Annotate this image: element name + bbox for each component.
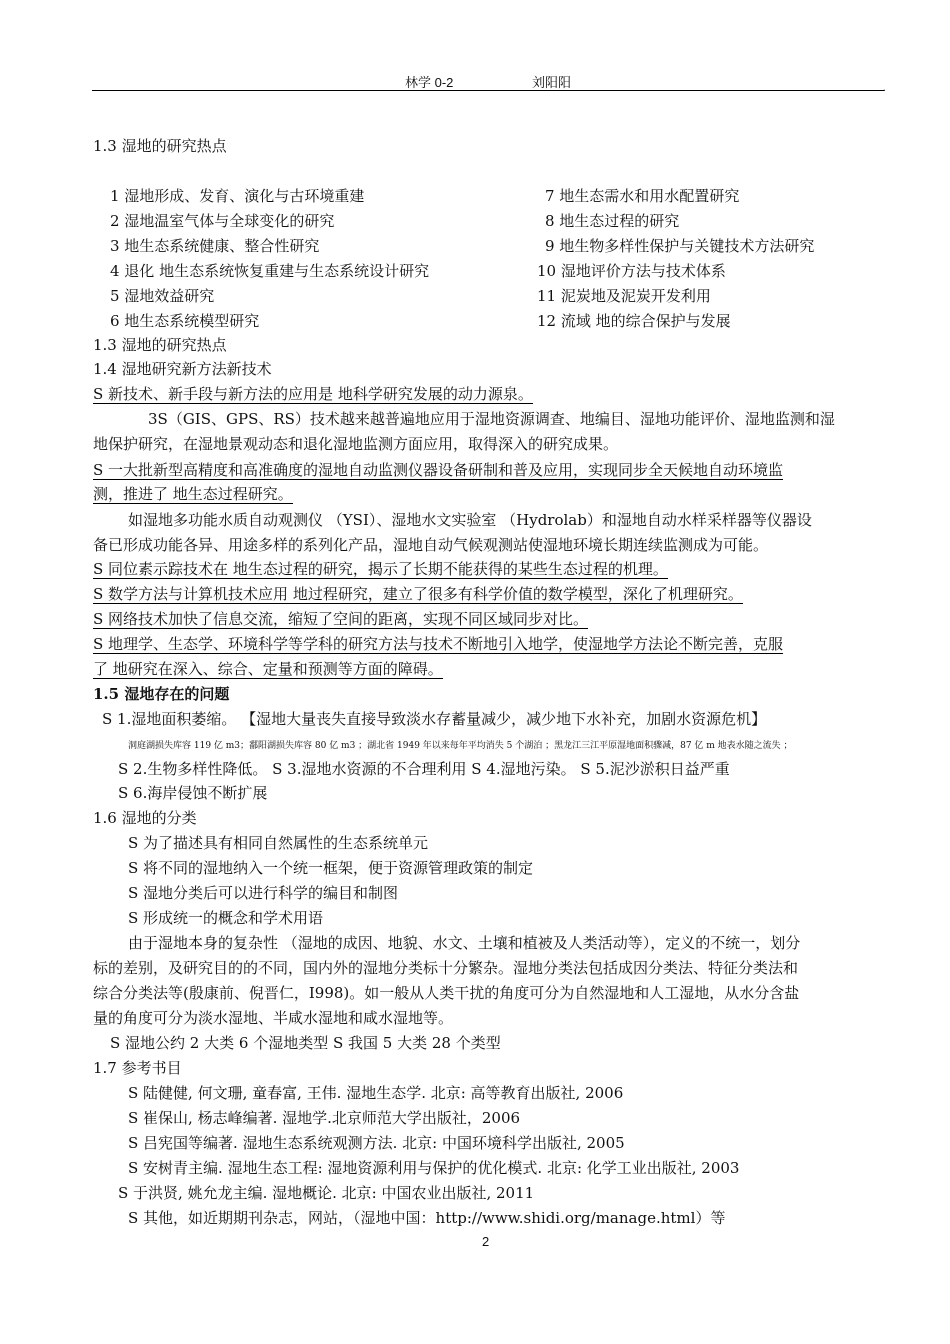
sec14-line: S 同位素示踪技术在 地生态过程的研究，揭示了长期不能获得的某些生态过程的机理。 bbox=[93, 560, 668, 578]
sec14-line: S 地理学、生态学、环境科学等学科的研究方法与技术不断地引入地学，使湿地学方法论不断完善，克服 bbox=[93, 635, 784, 653]
reference-item: S 陆健健, 何文珊, 童春富, 王伟. 湿地生态学. 北京: 高等教育出版社, 2006 bbox=[128, 1084, 624, 1102]
sec14-line: S 新技术、新手段与新方法的应用是 地科学研究发展的动力源泉。 bbox=[93, 385, 533, 403]
hotspot-item: 2 湿地温室气体与全球变化的研究 bbox=[110, 212, 335, 230]
reference-item: S 吕宪国等编著. 湿地生态系统观测方法. 北京: 中国环境科学出版社, 2005 bbox=[128, 1134, 625, 1152]
reference-item: S 崔保山, 杨志峰编著. 湿地学.北京师范大学出版社，2006 bbox=[128, 1109, 521, 1127]
hotspot-item: 4 退化 地生态系统恢复重建与生态系统设计研究 bbox=[110, 262, 430, 280]
page-number: 2 bbox=[482, 1234, 490, 1249]
header-author: 刘阳阳 bbox=[532, 75, 572, 90]
sec14-line: 3S（GIS、GPS、RS）技术越来越普遍地应用于湿地资源调查、地编目、湿地功能评价、湿地监测和湿 bbox=[148, 410, 835, 428]
sec16-bullet: S 为了描述具有相同自然属性的生态系统单元 bbox=[128, 834, 429, 852]
sec15-note: 洞庭湖损失库容 119 亿 m3；鄱阳湖损失库容 80 亿 m3 ；湖北省 1949 年以来每年平均消失 5 个湖泊 ；黑龙江三江平原湿地面积骤减，87 亿 m 地表水随之流失 ； bbox=[128, 741, 793, 751]
hotspot-item: 7 地生态需水和用水配置研究 bbox=[545, 187, 740, 205]
sec16-para: 标的差别，及研究目的的不同，国内外的湿地分类标十分繁杂。湿地分类法包括成因分类法、特征分类法和 bbox=[93, 959, 799, 977]
header-mark: . bbox=[882, 80, 886, 94]
sec14-line: 地保护研究，在湿地景观动态和退化湿地监测方面应用，取得深入的研究成果。 bbox=[93, 435, 619, 453]
sec14-line: S 数学方法与计算机技术应用 地过程研究，建立了很多有科学价值的数学模型，深化了机理研究。 bbox=[93, 585, 743, 603]
sec16-bullet: S 湿地分类后可以进行科学的编目和制图 bbox=[128, 884, 399, 902]
sec14-line: S 网络技术加快了信息交流，缩短了空间的距离，实现不同区域同步对比。 bbox=[93, 610, 589, 628]
reference-item: S 安树青主编. 湿地生态工程: 湿地资源利用与保护的优化模式. 北京: 化学工业出版社, 2003 bbox=[128, 1159, 740, 1177]
sec14-line: 测，推进了 地生态过程研究。 bbox=[93, 485, 293, 503]
header-class: 林学 0-2 bbox=[405, 75, 454, 90]
hotspot-item: 10 湿地评价方法与技术体系 bbox=[537, 262, 726, 280]
page-header bbox=[92, 72, 886, 94]
hotspot-item: 9 地生物多样性保护与关键技术方法研究 bbox=[545, 237, 815, 255]
reference-item: S 其他，如近期期刊杂志，网站，（湿地中国：http://www.shidi.org/manage.html）等 bbox=[128, 1209, 726, 1227]
reference-item: S 于洪贤, 姚允龙主编. 湿地概论. 北京: 中国农业出版社, 2011 bbox=[118, 1184, 535, 1202]
hotspot-item: 3 地生态系统健康、整合性研究 bbox=[110, 237, 320, 255]
hotspot-item: 11 泥炭地及泥炭开发利用 bbox=[537, 287, 711, 305]
sec16-para: 综合分类法等(殷康前、倪晋仁，I998)。如一般从人类干扰的角度可分为自然湿地和人工湿地，从水分含盐 bbox=[93, 984, 800, 1002]
section-1-3-title: 1.3 湿地的研究热点 bbox=[93, 137, 227, 155]
section-1-3-repeat: 1.3 湿地的研究热点 bbox=[93, 336, 227, 354]
hotspot-item: 5 湿地效益研究 bbox=[110, 287, 215, 305]
hotspot-item: 12 流域 地的综合保护与发展 bbox=[537, 312, 731, 330]
sec16-para: 量的角度可分为淡水湿地、半咸水湿地和咸水湿地等。 bbox=[93, 1009, 454, 1027]
sec15-line: S 2.生物多样性降低。 S 3.湿地水资源的不合理利用 S 4.湿地污染。 S 5.泥沙淤积日益严重 bbox=[118, 760, 730, 778]
sec15-line: S 1.湿地面积萎缩。 【湿地大量丧失直接导致淡水存蓄量减少，减少地下水补充，加剧水资源危机】 bbox=[102, 710, 767, 728]
section-1-4-title: 1.4 湿地研究新方法新技术 bbox=[93, 360, 272, 378]
hotspot-item: 1 湿地形成、发育、演化与古环境重建 bbox=[110, 187, 365, 205]
sec14-line: S 一大批新型高精度和高准确度的湿地自动监测仪器设备研制和普及应用，实现同步全天候地自动环境监 bbox=[93, 461, 784, 479]
sec14-line: 备已形成功能各异、用途多样的系列化产品，湿地自动气候观测站使湿地环境长期连续监测成为可能。 bbox=[93, 536, 769, 554]
sec14-line: 了 地研究在深入、综合、定量和预测等方面的障碍。 bbox=[93, 660, 443, 678]
section-1-7-title: 1.7 参考书目 bbox=[93, 1059, 182, 1077]
sec16-para: 由于湿地本身的复杂性 （湿地的成因、地貌、水文、土壤和植被及人类活动等），定义的不统一，划分 bbox=[128, 934, 801, 952]
sec16-bullet: S 将不同的湿地纳入一个统一框架，便于资源管理政策的制定 bbox=[128, 859, 534, 877]
sec16-summary: S 湿地公约 2 大类 6 个湿地类型 S 我国 5 大类 28 个类型 bbox=[110, 1034, 501, 1052]
hotspot-item: 6 地生态系统模型研究 bbox=[110, 312, 260, 330]
sec14-line: 如湿地多功能水质自动观测仪 （YSI）、湿地水文实验室 （Hydrolab）和湿地自动水样采样器等仪器设 bbox=[128, 511, 812, 529]
sec16-bullet: S 形成统一的概念和学术用语 bbox=[128, 909, 324, 927]
section-1-5-title: 1.5 湿地存在的问题 bbox=[93, 685, 230, 703]
sec15-line: S 6.海岸侵蚀不断扩展 bbox=[118, 784, 268, 802]
hotspot-item: 8 地生态过程的研究 bbox=[545, 212, 680, 230]
section-1-6-title: 1.6 湿地的分类 bbox=[93, 809, 197, 827]
